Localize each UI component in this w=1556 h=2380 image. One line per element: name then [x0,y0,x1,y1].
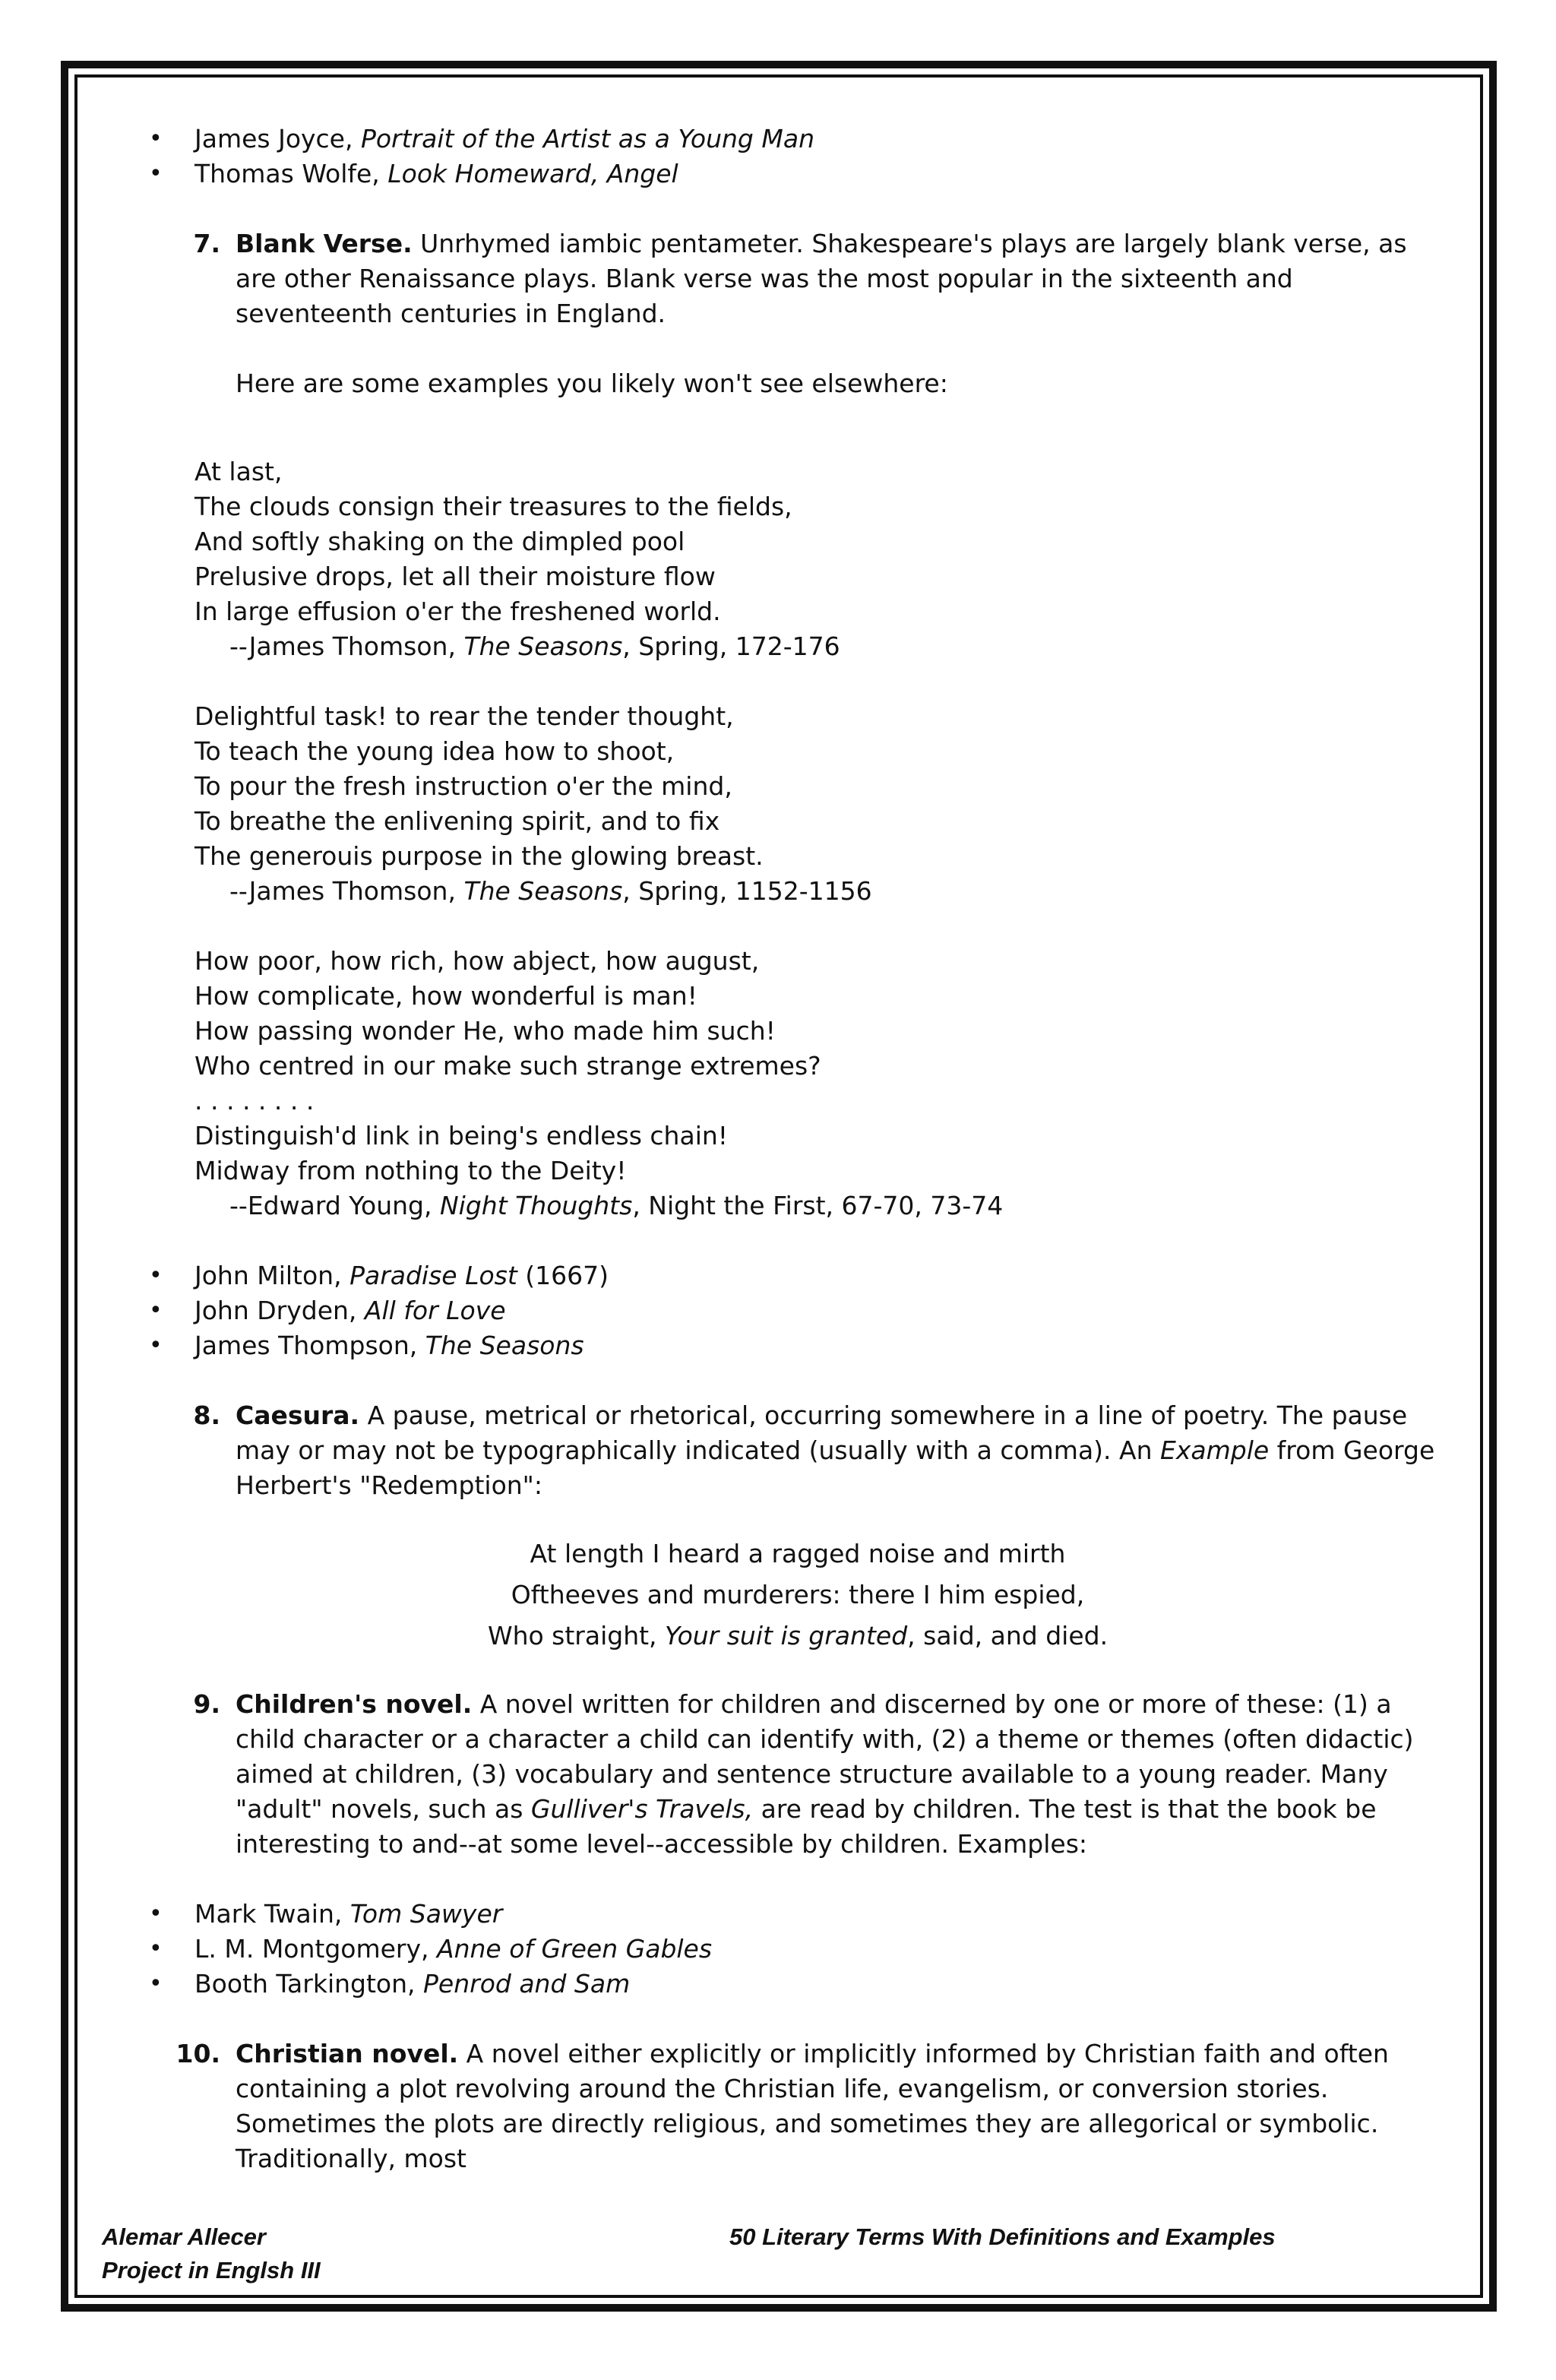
poem-line: The generouis purpose in the glowing breast. [194,841,764,871]
poem-line: To teach the young idea how to shoot, [194,736,675,766]
poem-thomson-2 [194,699,1451,909]
childrens-novel-examples-list [144,1897,1451,2002]
poem-attribution: --James Thomson, The Seasons, Spring, 1152-1156 [229,876,872,906]
poem-line: Oftheeves and murderers: there I him espied, [511,1580,1085,1609]
poem-line: At length I heard a ragged noise and mirth [530,1539,1066,1568]
examples-intro: Here are some examples you likely won't see elsewhere: [236,369,948,398]
term-number: 8. [193,1400,220,1430]
term-heading: Christian novel. [236,2039,459,2068]
term-definition: Unrhymed iambic pentameter. Shakespeare's plays are largely blank verse, as are other Renaissance plays. Blank verse was the most popular in the sixteenth and seventeenth centuries in England. [236,229,1407,328]
poem-line: In large effusion o'er the freshened world. [194,597,721,626]
list-item: • Booth Tarkington, Penrod and Sam [144,1967,1451,2002]
poem-line: The clouds consign their treasures to the fields, [194,492,792,521]
term-christian-novel [170,2037,1451,2176]
term-heading: Blank Verse. [236,229,413,258]
page-content [144,122,1451,2176]
term-blank-verse [170,226,1451,401]
list-item: • L. M. Montgomery, Anne of Green Gables [144,1932,1451,1967]
novel-examples-list-top [144,122,1451,191]
list-item: • James Thompson, The Seasons [144,1328,1451,1363]
term-definition: A novel either explicitly or implicitly informed by Christian faith and often containing a plot revolving around the Christian life, evangelism, or conversion stories. Sometimes the plots are directly religious, and sometimes they are allegorical or symbolic. Traditionally, most [236,2039,1389,2173]
poem-line: And softly shaking on the dimpled pool [194,527,685,556]
poem-line: . . . . . . . . [194,1086,315,1116]
poem-line: To breathe the enlivening spirit, and to fix [194,806,720,836]
term-heading: Caesura. [236,1400,360,1430]
term-definition: A pause, metrical or rhetorical, occurring somewhere in a line of poetry. The pause may or may not be typographically indicated (usually with a comma). An [236,1400,1408,1465]
list-item: • Thomas Wolfe, Look Homeward, Angel [144,157,1451,191]
poem-attribution: --Edward Young, Night Thoughts, Night the First, 67-70, 73-74 [229,1191,1004,1220]
poem-line: Prelusive drops, let all their moisture flow [194,562,716,591]
poem-thomson-1 [194,454,1451,664]
term-number: 10. [176,2039,220,2068]
term-heading: Children's novel. [236,1689,473,1719]
term-caesura: 8. Caesura. A pause, metrical or rhetorical, occurring somewhere in a line of poetry. The pause may or may not be typographically indicated (usually with a comma). An Example from George Herbert's "Redemption": [170,1398,1451,1503]
poem-line: To pour the fresh instruction o'er the mind, [194,771,732,801]
list-item: • John Dryden, All for Love [144,1293,1451,1328]
footer-document-title: 50 Literary Terms With Definitions and Examples [729,2223,1276,2250]
poem-line: Who straight, Your suit is granted, said, and died. [487,1621,1108,1650]
poem-line: How complicate, how wonderful is man! [194,981,697,1011]
list-item: • James Joyce, Portrait of the Artist as a Young Man [144,122,1451,157]
poem-line: Midway from nothing to the Deity! [194,1156,627,1185]
poem-young [194,944,1451,1223]
footer-author: Alemar Allecer [102,2223,266,2250]
poem-line: How poor, how rich, how abject, how august, [194,946,760,976]
poem-line: At last, [194,457,283,486]
term-childrens-novel: 9. Children's novel. A novel written for children and discerned by one or more of these: (1) a child character or a character a child can identify with, (2) a theme or themes (often didactic) aimed at children, (3) vocabulary and sentence structure available to a young reader. Many "adult" novels, such as Gulliver's Travels, are read by children. The test is that the book be interesting to and--at some level--accessible by children. Examples: [170,1687,1451,1862]
term-definition: A novel written for children and discerned by one or more of these: (1) a child character or a character a child can identify with, (2) a theme or themes (often didactic) aimed at children, (3) vocabulary and sentence structure available to a young reader. Many "adult" novels, such as [236,1689,1414,1824]
footer-project: Project in Englsh III [102,2257,321,2283]
poem-attribution: --James Thomson, The Seasons, Spring, 172-176 [229,631,840,661]
poem-line: Who centred in our make such strange extremes? [194,1051,821,1081]
list-item: • John Milton, Paradise Lost (1667) [144,1258,1451,1293]
poem-line: Distinguish'd link in being's endless chain! [194,1121,729,1150]
caesura-example-poem [144,1533,1451,1657]
list-item: • Mark Twain, Tom Sawyer [144,1897,1451,1932]
poem-line: How passing wonder He, who made him such! [194,1016,776,1046]
poem-line: Delightful task! to rear the tender thought, [194,701,734,731]
term-number: 7. [193,229,220,258]
blank-verse-examples-list [144,1258,1451,1363]
term-number: 9. [193,1689,220,1719]
page-footer [102,2220,1454,2287]
